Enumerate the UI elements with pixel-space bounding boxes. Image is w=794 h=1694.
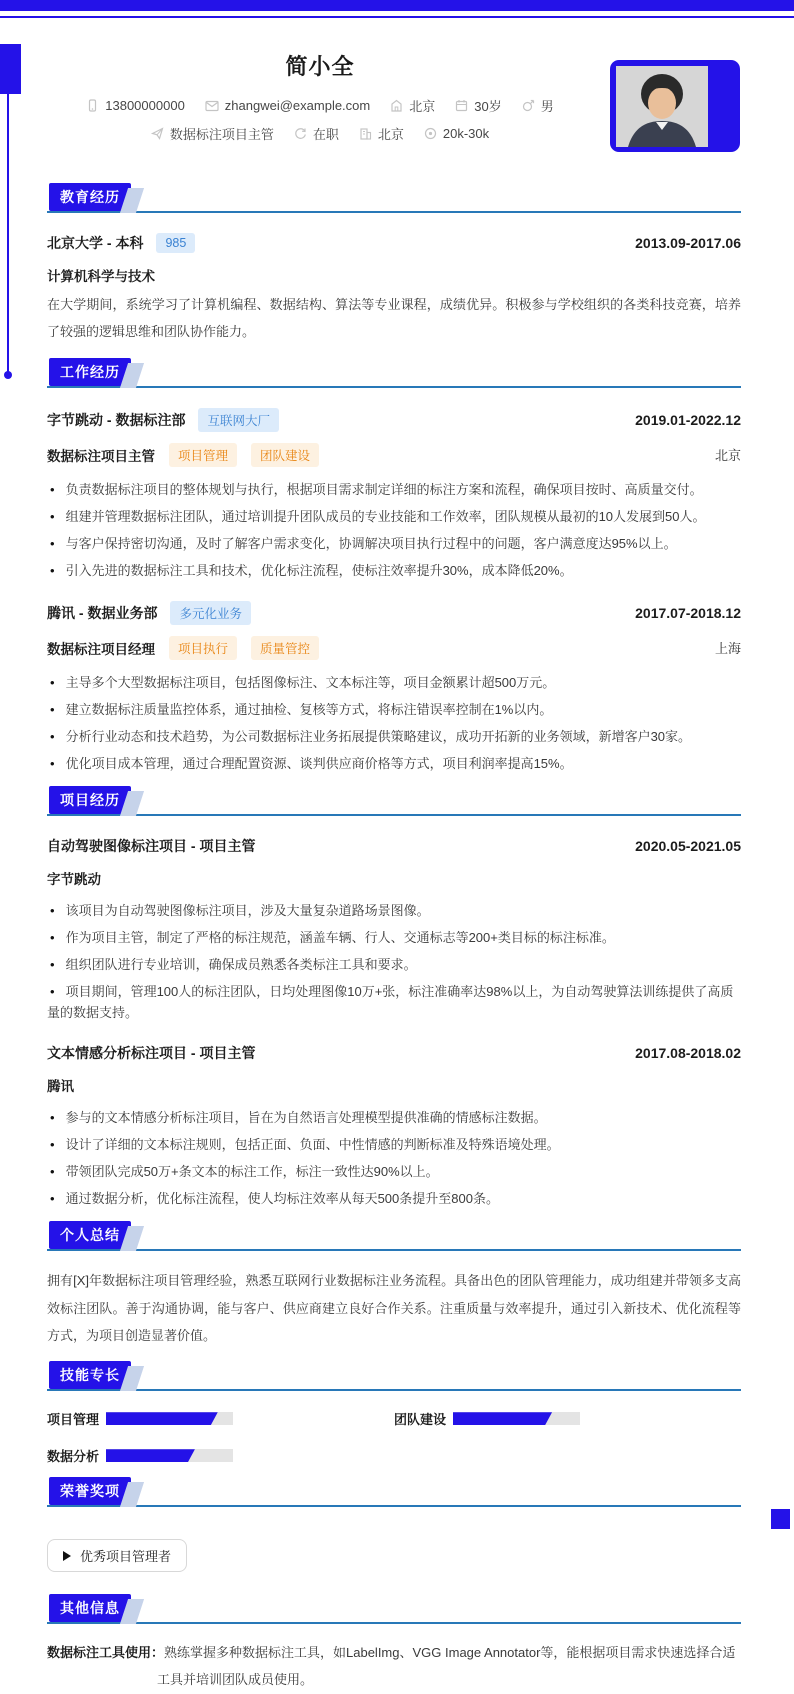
gender-text: 男 — [540, 99, 554, 114]
project-name: 自动驾驶图像标注项目 - 项目主管 — [47, 837, 256, 854]
project-entry-2 — [47, 1043, 741, 1209]
other-label: 数据标注工具使用： — [47, 1645, 165, 1661]
honor-label: 优秀项目管理者 — [80, 1549, 172, 1565]
work-location: 上海 — [714, 641, 741, 657]
project-name: 文本情感分析标注项目 - 项目主管 — [47, 1045, 256, 1062]
location-item — [390, 96, 435, 115]
avatar — [616, 66, 708, 147]
position-text: 数据标注项目主管 — [169, 127, 274, 142]
skill-bar-fill — [453, 1412, 552, 1425]
status-item — [294, 124, 339, 143]
phone-text: 13800000000 — [105, 98, 185, 113]
section-honors — [47, 1477, 741, 1572]
company-tag: 互联网大厂 — [198, 408, 279, 432]
work-bullets — [47, 479, 741, 581]
role-tag: 项目管理 — [169, 443, 237, 467]
bullet: • 分析行业动态和技术趋势，为公司数据标注业务拓展提供策略建议，成功开拓新的业务领域，新增客户30家。 — [47, 726, 741, 747]
skill-data-analysis — [47, 1446, 400, 1465]
school-name: 北京大学 - 本科 — [47, 235, 144, 251]
section-education — [47, 183, 741, 346]
bullet: • 与客户保持密切沟通，及时了解客户需求变化，协调解决项目执行过程中的问题，客户满意度达95%以上。 — [47, 533, 741, 554]
work-date: 2019.01-2022.12 — [635, 411, 741, 428]
section-badge: 项目经历 — [49, 786, 131, 814]
education-desc: 在大学期间，系统学习了计算机编程、数据结构、算法等专业课程，成绩优异。积极参与学校组织的各类科技竞赛，培养了较强的逻辑思维和团队协作能力。 — [47, 297, 741, 340]
skill-label: 数据分析 — [47, 1449, 100, 1465]
skills-row-1 — [47, 1409, 741, 1428]
role-tag: 项目执行 — [169, 636, 237, 660]
section-header-projects — [47, 786, 741, 816]
photo-frame — [610, 60, 740, 152]
skill-team-building — [394, 1409, 741, 1428]
skill-label: 项目管理 — [47, 1412, 100, 1428]
work-date: 2017.07-2018.12 — [635, 604, 741, 621]
school-tag-985: 985 — [156, 233, 195, 253]
section-badge: 其他信息 — [49, 1594, 131, 1622]
contact-row-1 — [40, 96, 600, 115]
status-icon — [294, 127, 307, 140]
project-date: 2020.05-2021.05 — [635, 837, 741, 854]
section-header-education — [47, 183, 741, 213]
bullet: • 参与的文本情感分析标注项目，旨在为自然语言处理模型提供准确的情感标注数据。 — [47, 1107, 741, 1128]
bullet: • 主导多个大型数据标注项目，包括图像标注、文本标注等，项目金额累计超500万元。 — [47, 672, 741, 693]
bullet: • 组建并管理数据标注团队，通过培训提升团队成员的专业技能和工作效率，团队规模从最初的10人发展到50人。 — [47, 506, 741, 527]
section-header-summary — [47, 1221, 741, 1251]
section-badge: 教育经历 — [49, 183, 131, 211]
contact-row-2 — [40, 124, 600, 143]
salary-icon — [424, 127, 437, 140]
summary-text: 拥有[X]年数据标注项目管理经验，熟悉互联网行业数据标注业务流程。具备出色的团队管理能力，成功组建并带领多支高效标注团队。善于沟通协调，能与客户、供应商建立良好合作关系。注重质量与效率提升，通过引入新技术、优化流程等方式，为项目创造显著价值。 — [47, 1273, 741, 1343]
company-tag: 多元化业务 — [170, 601, 251, 625]
city-icon — [359, 127, 372, 140]
skill-bar-track — [106, 1449, 233, 1462]
bullet: • 引入先进的数据标注工具和技术，优化标注流程，使标注效率提升30%，成本降低20%。 — [47, 560, 741, 581]
other-text: 熟练掌握多种数据标注工具，如LabelImg、VGG Image Annotator等，能根据项目需求快速选择合适工具并培训团队成员使用。 — [157, 1645, 736, 1687]
section-skills — [47, 1361, 741, 1465]
company-name: 腾讯 - 数据业务部 — [47, 604, 158, 621]
bullet: • 通过数据分析，优化标注流程，使人均标注效率从每天500条提升至800条。 — [47, 1188, 741, 1209]
gender-icon — [522, 99, 535, 112]
city-text: 北京 — [377, 127, 404, 142]
project-date: 2017.08-2018.02 — [635, 1045, 741, 1062]
section-header-honors — [47, 1477, 741, 1507]
section-header-work — [47, 358, 741, 388]
other-info — [47, 1640, 741, 1693]
work-entry-2 — [47, 601, 741, 774]
section-badge: 工作经历 — [49, 358, 131, 386]
bullet: • 优化项目成本管理，通过合理配置资源、谈判供应商价格等方式，项目利润率提高15%。 — [47, 753, 741, 774]
project-entry-1 — [47, 836, 741, 1023]
email-text: zhangwei@example.com — [224, 98, 371, 113]
section-badge: 技能专长 — [49, 1361, 131, 1389]
skills-row-2 — [47, 1446, 741, 1465]
project-company: 腾讯 — [47, 1079, 74, 1095]
section-summary — [47, 1221, 741, 1349]
section-other — [47, 1594, 741, 1693]
skill-bar-fill — [106, 1412, 218, 1425]
phone-icon — [86, 99, 99, 112]
project-company: 字节跳动 — [47, 871, 101, 887]
play-icon — [63, 1551, 71, 1561]
section-header-other — [47, 1594, 741, 1624]
bullet: • 组织团队进行专业培训，确保成员熟悉各类标注工具和要求。 — [47, 954, 741, 975]
position-item — [151, 124, 274, 143]
role-title: 数据标注项目经理 — [47, 641, 155, 657]
right-accent-square — [771, 1509, 790, 1529]
section-header-skills — [47, 1361, 741, 1391]
project-bullets — [47, 1107, 741, 1209]
left-accent-dot — [4, 371, 12, 379]
gender-item — [522, 96, 554, 115]
skill-bar-track — [106, 1412, 233, 1425]
work-location: 北京 — [714, 448, 741, 464]
salary-item — [424, 126, 489, 141]
education-entry-head — [47, 233, 741, 253]
section-work — [47, 358, 741, 774]
location-text: 北京 — [409, 99, 436, 114]
skill-bar-track — [453, 1412, 580, 1425]
bullet: • 负责数据标注项目的整体规划与执行，根据项目需求制定详细的标注方案和流程，确保项目按时、高质量交付。 — [47, 479, 741, 500]
honor-chip[interactable] — [47, 1539, 187, 1572]
section-badge: 个人总结 — [49, 1221, 131, 1249]
bullet: • 建立数据标注质量监控体系，通过抽检、复核等方式，将标注错误率控制在1%以内。 — [47, 699, 741, 720]
role-tag: 团队建设 — [251, 443, 319, 467]
age-item — [455, 96, 501, 115]
company-name: 字节跳动 - 数据标注部 — [47, 411, 186, 428]
skill-project-management — [47, 1409, 394, 1428]
project-bullets — [47, 900, 741, 1023]
education-date: 2013.09-2017.06 — [635, 235, 741, 251]
mail-icon — [205, 100, 219, 112]
bullet: • 该项目为自动驾驶图像标注项目，涉及大量复杂道路场景图像。 — [47, 900, 741, 921]
bullet: • 作为项目主管，制定了严格的标注规范，涵盖车辆、行人、交通标志等200+类目标的标注标准。 — [47, 927, 741, 948]
work-entry-1 — [47, 408, 741, 581]
candidate-name: 简小全 — [285, 54, 355, 79]
role-title: 数据标注项目主管 — [47, 448, 155, 464]
section-badge: 荣誉奖项 — [49, 1477, 131, 1505]
age-icon — [455, 99, 468, 112]
resume-content — [0, 183, 794, 1694]
bullet: • 项目期间，管理100人的标注团队，日均处理图像10万+张，标注准确率达98%以上，为自动驾驶算法训练提供了高质量的数据支持。 — [47, 981, 741, 1023]
section-projects — [47, 786, 741, 1209]
salary-text: 20k-30k — [442, 126, 490, 141]
bullet: • 带领团队完成50万+条文本的标注工作，标注一致性达90%以上。 — [47, 1161, 741, 1182]
phone-item — [86, 98, 185, 113]
position-icon — [151, 127, 164, 140]
age-text: 30岁 — [474, 99, 502, 114]
skill-bar-fill — [106, 1449, 195, 1462]
status-text: 在职 — [312, 127, 339, 142]
city-item — [359, 124, 404, 143]
major: 计算机科学与技术 — [47, 269, 155, 284]
role-tag: 质量管控 — [251, 636, 319, 660]
header — [0, 0, 794, 143]
skill-label: 团队建设 — [394, 1412, 447, 1428]
work-bullets — [47, 672, 741, 774]
bullet: • 设计了详细的文本标注规则，包括正面、负面、中性情感的判断标准及特殊语境处理。 — [47, 1134, 741, 1155]
building-icon — [390, 99, 403, 112]
email-item — [205, 98, 370, 113]
